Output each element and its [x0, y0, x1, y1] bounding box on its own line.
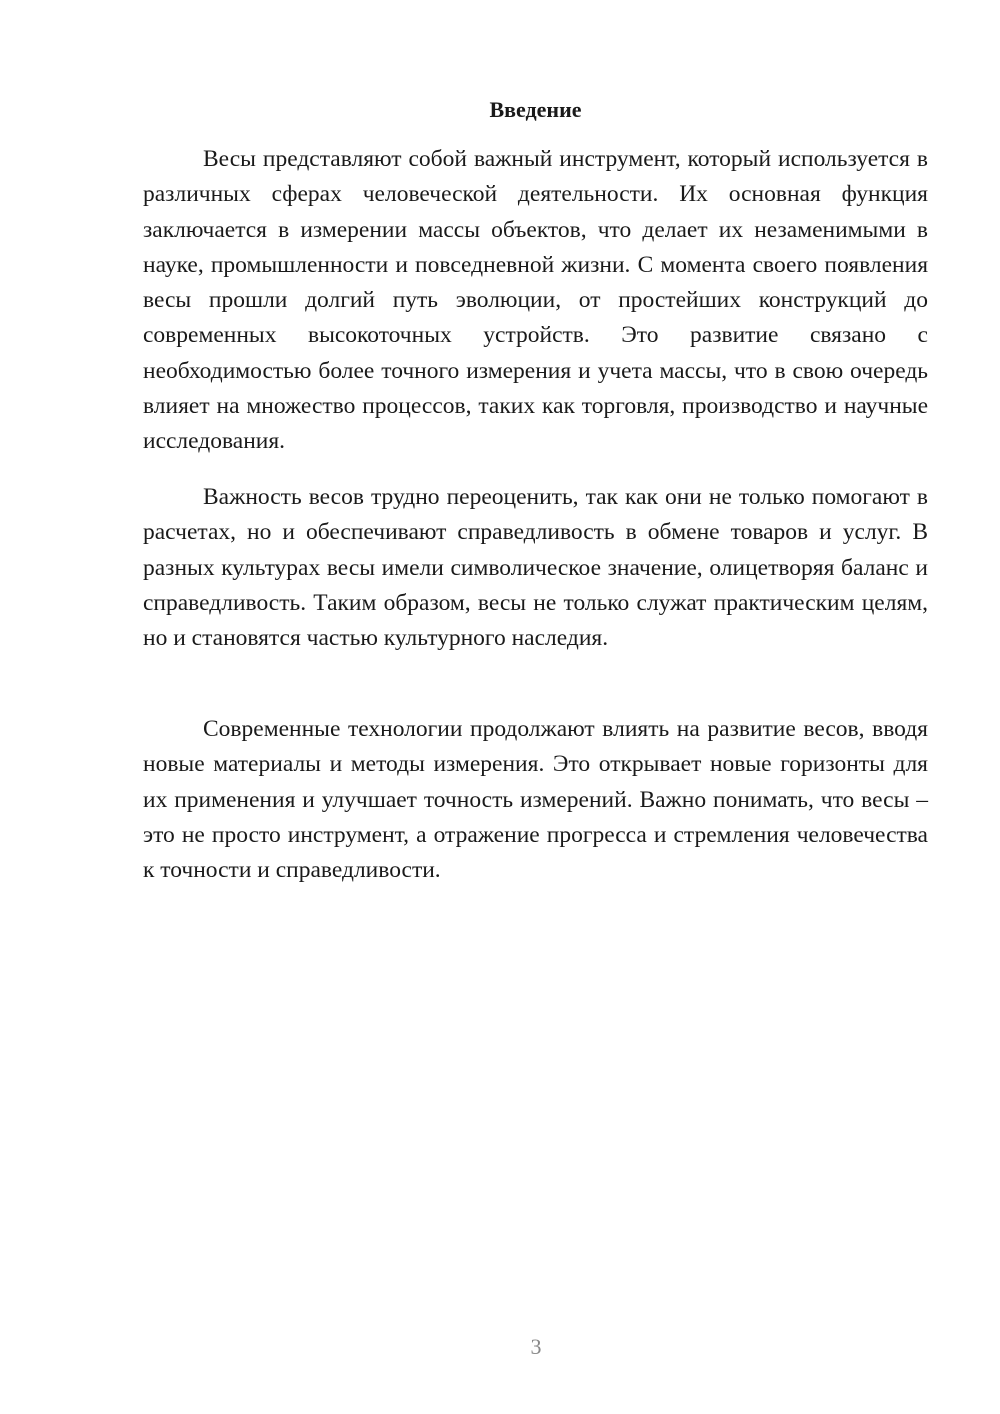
- paragraph-3: Современные технологии продолжают влиять на развитие весов, вводя новые материалы и методы измерения. Это открывает новые горизонты для их применения и улучшает точность измерений. Важно понимать, что весы – это не просто инструмент, а отражение прогресса и стремления человечества к точности и справедливости.: [143, 716, 928, 884]
- paragraph-1: Весы представляют собой важный инструмент, который используется в различных сферах человеческой деятельности. Их основная функция заключается в измерении массы объектов, что делает их незаменимыми в науке, промышленности и повседневной жизни. С момента своего появления весы прошли долгий путь эволюции, от простейших конструкций до современных высокоточных устройств. Это развитие связано с необходимостью более точного измерения и учета массы, что в свою очередь влияет на множество процессов, таких как торговля, производство и научные исследования.: [143, 146, 928, 455]
- page-number: 3: [530, 1334, 542, 1359]
- paragraph-2: Важность весов трудно переоценить, так как они не только помогают в расчетах, но и обеспечивают справедливость в обмене товаров и услуг. В разных культурах весы имели символическое значение, олицетворяя баланс и справедливость. Таким образом, весы не только служат практическим целям, но и становятся частью культурного наследия.: [143, 484, 928, 652]
- section-title: Введение: [489, 97, 582, 122]
